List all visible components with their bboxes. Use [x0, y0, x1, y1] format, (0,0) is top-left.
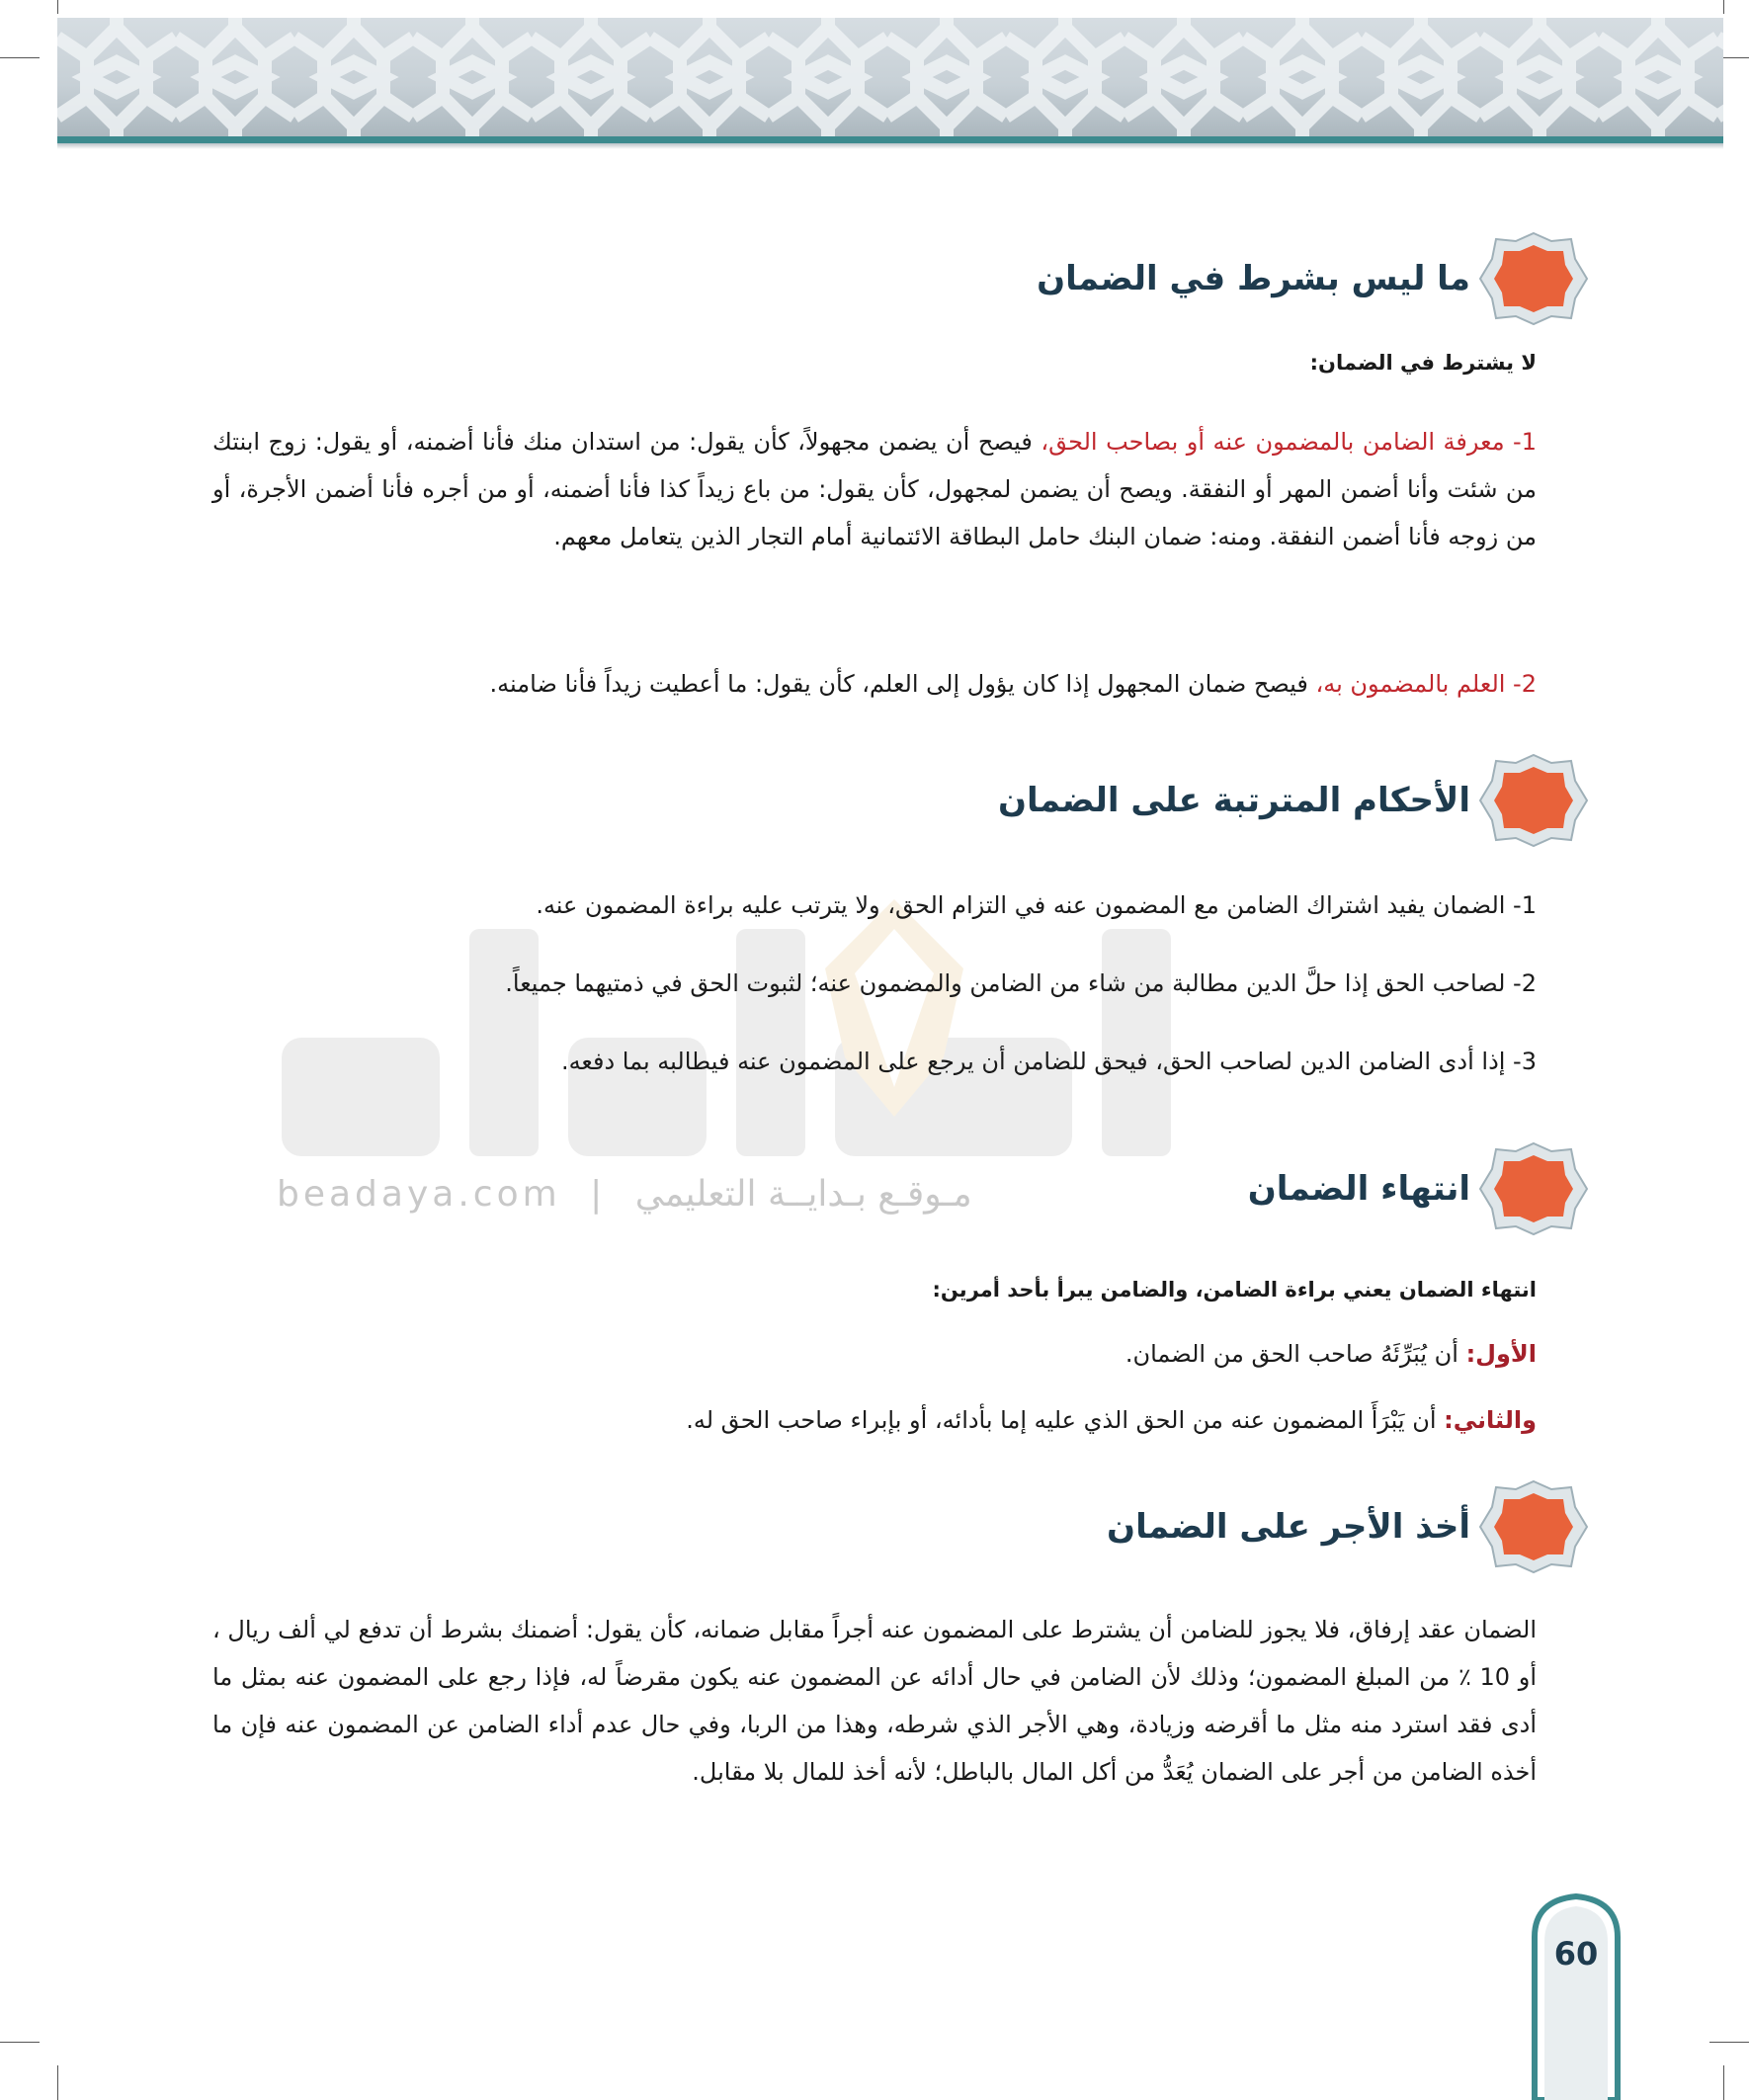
- paragraph-2: [212, 660, 1537, 708]
- crop-mark: [1723, 2065, 1724, 2100]
- header-pattern-band: [57, 18, 1723, 139]
- section-heading: [1107, 1477, 1591, 1576]
- watermark-text: [277, 1174, 1107, 1215]
- page-number-tab: [1527, 1892, 1625, 2100]
- watermark-separator: |: [590, 1174, 607, 1215]
- paragraph-1-body: فيصح أن يضمن مجهولاً، كأن يقول: من استدان منك فأنا أضمنه، أو يقول: زوج ابنتك من شئت وأنا أضمن المهر أو النفقة. ويصح أن يضمن لمجهول، كأن يقول: من باع زيداً كذا فأنا أضمنه، أو من أجره فأنا أضمن الأجرة، أو من زوجه فأنا أضمن النفقة. ومنه: ضمان البنك حامل البطاقة الائتمانية أمام التجار الذين يتعامل معهم.: [212, 428, 1537, 550]
- first-case-text: أن يُبَرِّئَهُ صاحب الحق من الضمان.: [1124, 1340, 1466, 1368]
- section-heading: [1248, 1139, 1591, 1238]
- octagon-badge-icon: [1476, 1139, 1591, 1238]
- first-case: [1125, 1334, 1537, 1374]
- section-heading: [1037, 229, 1591, 328]
- section-intro: لا يشترط في الضمان:: [1309, 351, 1537, 375]
- second-case-text: أن يَبْرَأَ المضمون عنه من الحق الذي عليه إما بأدائه، أو بإبراء صاحب الحق له.: [686, 1406, 1445, 1434]
- page-number: 60: [1553, 1935, 1599, 1973]
- crop-mark: [0, 2042, 40, 2043]
- section-title-not-conditions: ما ليس بشرط في الضمان: [1037, 259, 1470, 298]
- octagon-badge-icon: [1476, 229, 1591, 328]
- crop-mark: [0, 57, 40, 58]
- section-title-fee: أخذ الأجر على الضمان: [1107, 1507, 1470, 1547]
- octagon-badge-icon: [1476, 751, 1591, 850]
- watermark-logo: [252, 889, 1260, 1186]
- ruling-item: 1- الضمان يفيد اشتراك الضامن مع المضمون عنه في التزام الحق، ولا يترتب عليه براءة المضمون عنه.: [536, 891, 1537, 919]
- section-title-rulings: الأحكام المترتبة على الضمان: [998, 781, 1470, 820]
- section-heading: [998, 751, 1591, 850]
- crop-mark: [1709, 2042, 1749, 2043]
- ruling-item: 3- إذا أدى الضامن الدين لصاحب الحق، فيحق للضامن أن يرجع على المضمون عنه فيطالبه بما دفعه.: [560, 1048, 1537, 1075]
- ruling-item: 2- لصاحب الحق إذا حلَّ الدين مطالبة من شاء من الضامن والمضمون عنه؛ لثبوت الحق في ذمتيهما جميعاً.: [505, 969, 1537, 997]
- watermark-tagline: مـوقـع بـدايــة التعليمي: [634, 1174, 972, 1215]
- octagon-badge-icon: [1476, 1477, 1591, 1576]
- paragraph-2-lead: 2- العلم بالمضمون به،: [1315, 670, 1537, 698]
- second-case: [686, 1400, 1537, 1440]
- header-shadow: [57, 143, 1723, 149]
- watermark-site: beadaya.com: [277, 1174, 561, 1215]
- paragraph-fee: الضمان عقد إرفاق، فلا يجوز للضامن أن يشترط على المضمون عنه أجراً مقابل ضمانه، كأن يقول: أضمنك بشرط أن تدفع لي ألف ريال ، أو 10 ٪ من المبلغ المضمون؛ وذلك لأن الضامن في حال أدائه عن المضمون عنه يكون مقرضاً له، فإذا رجع على المضمون عنه بمثل ما أدى فقد استرد منه مثل ما أقرضه وزيادة، وهي الأجر الذي شرطه، وهذا من الربا، وفي حال عدم أداء الضامن عن المضمون عنه فإن ما أخذه الضامن من أجر على الضمان يُعَدُّ من أكل المال بالباطل؛ لأنه أخذ للمال بلا مقابل.: [212, 1616, 1537, 1786]
- second-case-label: والثاني:: [1444, 1406, 1537, 1434]
- section-title-ending: انتهاء الضمان: [1247, 1169, 1470, 1209]
- crop-mark: [1723, 0, 1724, 14]
- crop-mark: [57, 0, 58, 14]
- section-intro: انتهاء الضمان يعني براءة الضامن، والضامن يبرأ بأحد أمرين:: [932, 1278, 1537, 1302]
- header-teal-rule: [57, 136, 1723, 143]
- paragraph-2-body: فيصح ضمان المجهول إذا كان يؤول إلى العلم، كأن يقول: ما أعطيت زيداً فأنا ضامنه.: [489, 670, 1316, 698]
- first-case-label: الأول:: [1465, 1340, 1537, 1368]
- paragraph-1: [212, 418, 1537, 560]
- crop-mark: [57, 2065, 58, 2100]
- paragraph-1-lead: 1- معرفة الضامن بالمضمون عنه أو بصاحب الحق،: [1041, 428, 1538, 456]
